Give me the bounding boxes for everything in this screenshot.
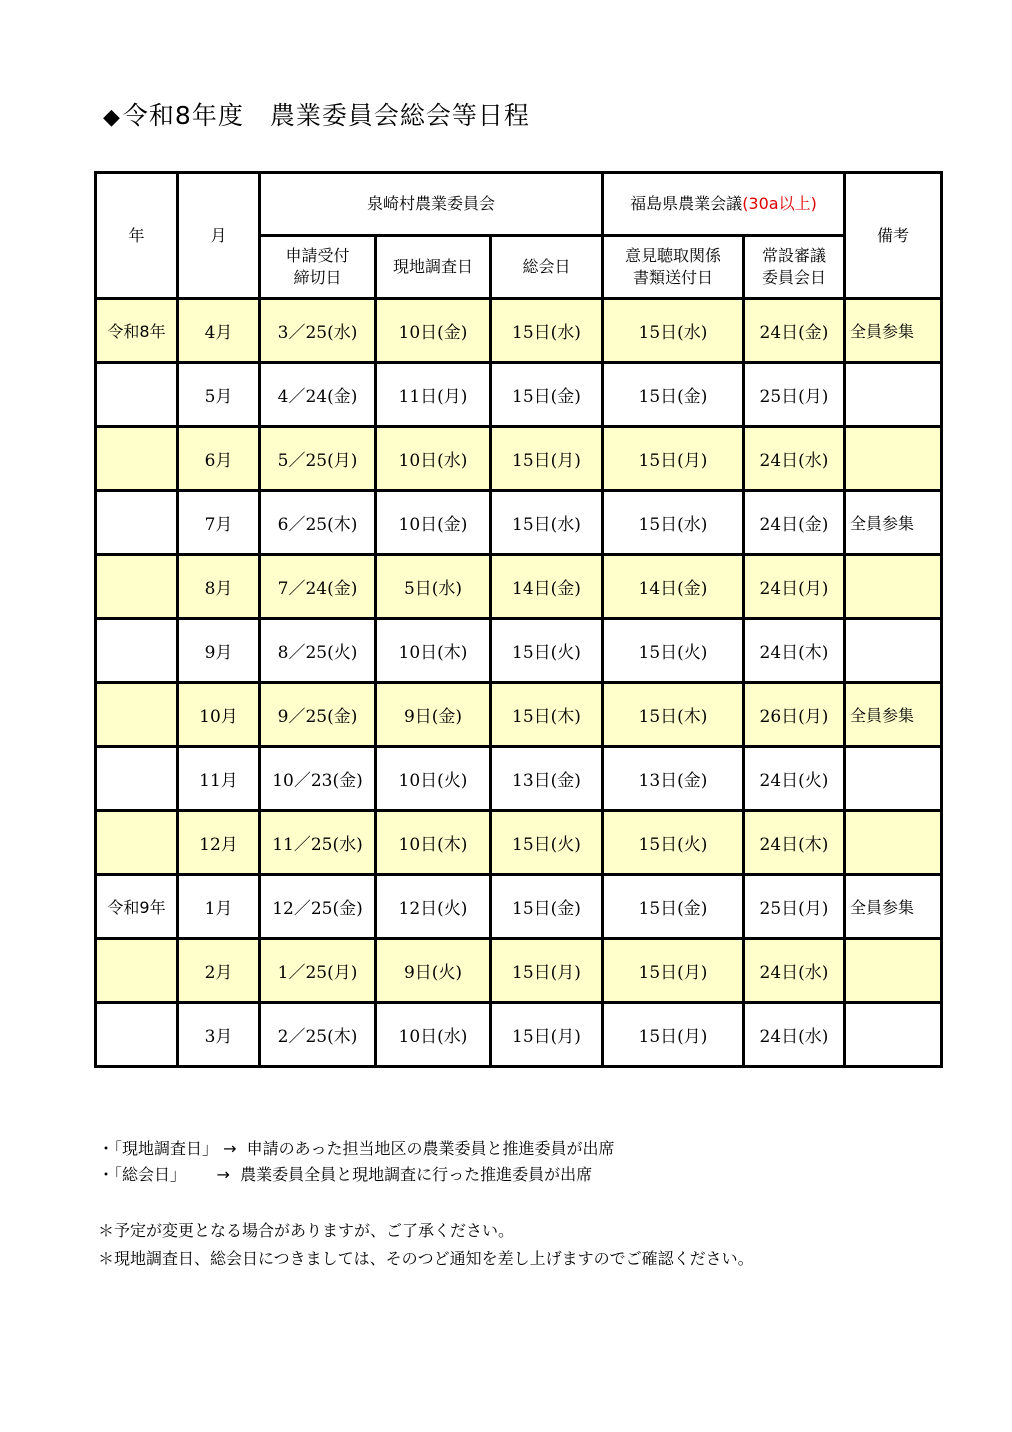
cell-month: 9月 <box>178 619 260 683</box>
cell-docs: 15日(火) <box>603 811 744 875</box>
header-line: 常設審議 <box>762 246 827 265</box>
table-row <box>96 939 942 1003</box>
cell-deadline: 2／25(木) <box>260 1003 376 1067</box>
cell-note <box>845 427 942 491</box>
cell-committee: 24日(金) <box>744 491 845 555</box>
cell-month: 1月 <box>178 875 260 939</box>
header-prefecture-council <box>603 173 845 236</box>
table-row <box>96 491 942 555</box>
cell-year <box>96 491 178 555</box>
header-month: 月 <box>178 173 260 299</box>
cell-note <box>845 747 942 811</box>
cell-meeting: 15日(月) <box>491 1003 603 1067</box>
table-row <box>96 427 942 491</box>
cell-year <box>96 811 178 875</box>
cell-year <box>96 939 178 1003</box>
header-remarks: 備考 <box>845 173 942 299</box>
cell-month: 8月 <box>178 555 260 619</box>
cell-meeting: 15日(金) <box>491 875 603 939</box>
cell-deadline: 6／25(木) <box>260 491 376 555</box>
cell-docs: 15日(月) <box>603 1003 744 1067</box>
cell-year <box>96 363 178 427</box>
cell-note <box>845 363 942 427</box>
cell-meeting: 15日(木) <box>491 683 603 747</box>
cell-note <box>845 811 942 875</box>
cell-month: 10月 <box>178 683 260 747</box>
cell-committee: 25日(月) <box>744 363 845 427</box>
cell-note: 全員参集 <box>845 491 942 555</box>
header-village-committee: 泉崎村農業委員会 <box>260 173 603 236</box>
cell-note: 全員参集 <box>845 875 942 939</box>
header-line: 申請受付 <box>285 246 350 265</box>
table-row <box>96 1003 942 1067</box>
cell-docs: 14日(金) <box>603 555 744 619</box>
cell-year <box>96 427 178 491</box>
header-site-survey: 現地調査日 <box>376 236 491 299</box>
cell-docs: 15日(水) <box>603 491 744 555</box>
cell-docs: 15日(金) <box>603 363 744 427</box>
cell-year: 令和9年 <box>96 875 178 939</box>
cell-survey: 10日(木) <box>376 619 491 683</box>
cell-month: 2月 <box>178 939 260 1003</box>
cell-meeting: 14日(金) <box>491 555 603 619</box>
table-row <box>96 363 942 427</box>
cell-committee: 24日(金) <box>744 299 845 363</box>
header-application-deadline <box>260 236 376 299</box>
cell-year <box>96 555 178 619</box>
header-general-meeting: 総会日 <box>491 236 603 299</box>
cell-month: 7月 <box>178 491 260 555</box>
cell-year <box>96 619 178 683</box>
header-standing-committee <box>744 236 845 299</box>
cell-survey: 10日(水) <box>376 427 491 491</box>
cell-note <box>845 555 942 619</box>
cell-deadline: 10／23(金) <box>260 747 376 811</box>
cell-committee: 25日(月) <box>744 875 845 939</box>
cell-docs: 15日(火) <box>603 619 744 683</box>
cell-committee: 26日(月) <box>744 683 845 747</box>
cell-meeting: 13日(金) <box>491 747 603 811</box>
cell-docs: 15日(金) <box>603 875 744 939</box>
cell-survey: 10日(木) <box>376 811 491 875</box>
cell-meeting: 15日(水) <box>491 299 603 363</box>
cell-meeting: 15日(火) <box>491 811 603 875</box>
schedule-table <box>94 171 943 1068</box>
cell-survey: 11日(月) <box>376 363 491 427</box>
header-row-groups <box>96 173 942 236</box>
page-title-text: 令和8年度 農業委員会総会等日程 <box>122 101 530 130</box>
page-title <box>103 96 530 132</box>
cell-meeting: 15日(月) <box>491 427 603 491</box>
cell-docs: 15日(月) <box>603 939 744 1003</box>
cell-committee: 24日(水) <box>744 939 845 1003</box>
cell-month: 4月 <box>178 299 260 363</box>
table-row <box>96 299 942 363</box>
cell-meeting: 15日(水) <box>491 491 603 555</box>
cell-year: 令和8年 <box>96 299 178 363</box>
cell-survey: 9日(火) <box>376 939 491 1003</box>
cell-deadline: 4／24(金) <box>260 363 376 427</box>
cell-meeting: 15日(金) <box>491 363 603 427</box>
cell-committee: 24日(水) <box>744 1003 845 1067</box>
cell-deadline: 1／25(月) <box>260 939 376 1003</box>
cell-note: 全員参集 <box>845 683 942 747</box>
table-row <box>96 619 942 683</box>
cell-survey: 10日(水) <box>376 1003 491 1067</box>
header-line: 意見聴取関係 <box>624 246 721 265</box>
cell-month: 3月 <box>178 1003 260 1067</box>
cell-month: 11月 <box>178 747 260 811</box>
cell-committee: 24日(木) <box>744 619 845 683</box>
cell-note: 全員参集 <box>845 299 942 363</box>
cell-meeting: 15日(火) <box>491 619 603 683</box>
note-notification: ＊現地調査日、総会日につきましては、そのつど通知を差し上げますのでご確認ください。 <box>98 1249 754 1268</box>
cell-deadline: 3／25(水) <box>260 299 376 363</box>
cell-note <box>845 619 942 683</box>
cell-deadline: 8／25(火) <box>260 619 376 683</box>
cell-survey: 9日(金) <box>376 683 491 747</box>
cell-deadline: 5／25(月) <box>260 427 376 491</box>
table-row <box>96 811 942 875</box>
note-schedule-change: ＊予定が変更となる場合がありますが、ご了承ください。 <box>98 1221 515 1240</box>
cell-month: 12月 <box>178 811 260 875</box>
cell-month: 5月 <box>178 363 260 427</box>
cell-year <box>96 1003 178 1067</box>
cell-deadline: 11／25(水) <box>260 811 376 875</box>
cell-survey: 10日(金) <box>376 491 491 555</box>
cell-survey: 10日(金) <box>376 299 491 363</box>
table-row <box>96 747 942 811</box>
cell-survey: 10日(火) <box>376 747 491 811</box>
header-line: 締切日 <box>293 268 342 287</box>
cell-note <box>845 1003 942 1067</box>
cell-deadline: 9／25(金) <box>260 683 376 747</box>
note-site-survey: ・「現地調査日」 → 申請のあった担当地区の農業委員と推進委員が出席 <box>98 1139 615 1158</box>
header-opinion-docs <box>603 236 744 299</box>
cell-year <box>96 683 178 747</box>
header-line: 委員会日 <box>762 268 827 287</box>
prefecture-council-note: (30a以上) <box>742 194 817 213</box>
header-line: 書類送付日 <box>632 268 713 287</box>
cell-year <box>96 747 178 811</box>
cell-committee: 24日(月) <box>744 555 845 619</box>
table-row <box>96 875 942 939</box>
cell-meeting: 15日(月) <box>491 939 603 1003</box>
cell-committee: 24日(木) <box>744 811 845 875</box>
diamond-bullet-icon: ◆ <box>103 105 121 130</box>
prefecture-council-label: 福島県農業会議 <box>630 194 743 213</box>
cell-survey: 12日(火) <box>376 875 491 939</box>
cell-docs: 15日(水) <box>603 299 744 363</box>
header-year: 年 <box>96 173 178 299</box>
cell-month: 6月 <box>178 427 260 491</box>
cell-survey: 5日(水) <box>376 555 491 619</box>
table-row <box>96 555 942 619</box>
cell-committee: 24日(水) <box>744 427 845 491</box>
cell-deadline: 7／24(金) <box>260 555 376 619</box>
table-row <box>96 683 942 747</box>
cell-note <box>845 939 942 1003</box>
cell-docs: 13日(金) <box>603 747 744 811</box>
cell-committee: 24日(火) <box>744 747 845 811</box>
cell-deadline: 12／25(金) <box>260 875 376 939</box>
note-general-meeting: ・「総会日」 → 農業委員全員と現地調査に行った推進委員が出席 <box>98 1165 593 1184</box>
cell-docs: 15日(月) <box>603 427 744 491</box>
cell-docs: 15日(木) <box>603 683 744 747</box>
